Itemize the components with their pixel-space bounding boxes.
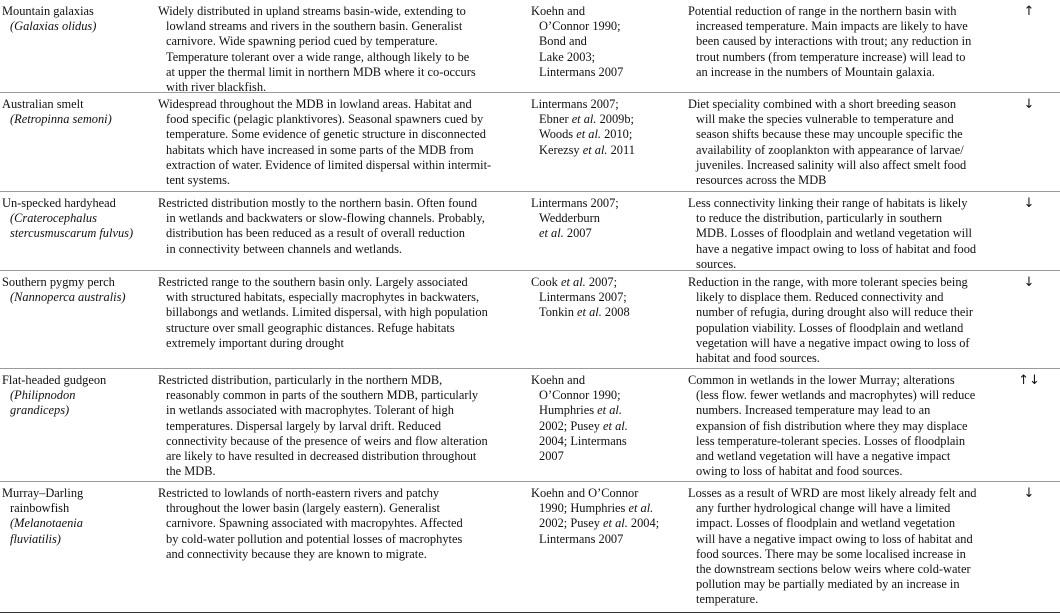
references-cell	[531, 486, 681, 547]
trend-arrow-icon: ↓	[1023, 486, 1035, 501]
common-name: Australian smelt	[2, 97, 84, 111]
distribution-line: are likely to have resulted in decreased distribution throughout	[166, 449, 477, 464]
reference-line: Humphries et al.	[539, 403, 622, 418]
reference-line: 1990; Humphries et al.	[539, 501, 654, 516]
distribution-line: reasonably common in parts of the southern MDB, particularly	[166, 388, 479, 403]
distribution-line: the MDB.	[166, 464, 216, 479]
distribution-line: extraction of water. Evidence of limited dispersal within intermit-	[166, 157, 492, 172]
common-name: rainbowfish	[10, 501, 70, 516]
reference-line: Cook et al. 2007;	[531, 275, 618, 289]
impact-line: Common in wetlands in the lower Murray; alterations	[688, 373, 955, 387]
distribution-line: lowland streams and rivers in the southern basin. Generalist	[166, 19, 463, 34]
distribution-line: Restricted to lowlands of north-eastern rivers and patchy	[158, 486, 440, 500]
reference-line: Lintermans 2007	[539, 531, 624, 546]
impact-line: Less connectivity linking their range of habitats is likely	[688, 196, 968, 210]
table-row	[0, 368, 1060, 482]
common-name: Murray–Darling	[2, 486, 84, 500]
impact-line: and wetland vegetation will have a negative impact	[696, 449, 951, 464]
reference-line: Koehn and	[531, 4, 586, 18]
impact-line: Losses as a result of WRD are most likely already felt and	[688, 486, 977, 500]
distribution-line: temperature. Some evidence of genetic structure in disconnected	[166, 127, 486, 142]
scientific-name: grandiceps)	[10, 403, 70, 418]
distribution-line: Widespread throughout the MDB in lowland areas. Habitat and	[158, 97, 472, 111]
distribution-line: Widely distributed in upland streams basin-wide, extending to	[158, 4, 466, 18]
reference-line: 2004; Lintermans	[539, 433, 627, 448]
distribution-line: billabongs and wetlands. Limited dispersal, with high population	[166, 305, 488, 320]
impact-cell	[688, 486, 998, 608]
impact-line: number of refugia, during drought also will reduce their	[696, 305, 973, 320]
impact-line: likely to displace them. Reduced connectivity and	[696, 290, 944, 305]
distribution-line: carnivore. Spawning associated with macropyhtes. Affected	[166, 516, 463, 531]
impact-line: Potential reduction of range in the northern basin with	[688, 4, 957, 18]
distribution-line: Temperature tolerant over a wide range, although likely to be	[166, 49, 470, 64]
distribution-line: Restricted distribution, particularly in the northern MDB,	[158, 373, 443, 387]
impact-line: increased temperature. Main impacts are likely to have	[696, 19, 968, 34]
distribution-line: by cold-water pollution and potential losses of macrophytes	[166, 531, 463, 546]
scientific-name: fluviatilis)	[10, 531, 61, 546]
distribution-cell	[158, 4, 530, 95]
reference-line: Lintermans 2007;	[531, 97, 619, 111]
impact-line: will have a negative impact owing to loss of habitat and	[696, 531, 973, 546]
table-row	[0, 0, 1060, 95]
table-row	[0, 481, 1060, 613]
distribution-line: connectivity because of the presence of weirs and flow alteration	[166, 433, 488, 448]
common-name: Southern pygmy perch	[2, 275, 115, 289]
reference-line: Lintermans 2007	[539, 64, 624, 79]
references-cell	[531, 275, 681, 321]
references-cell	[531, 196, 681, 242]
species-cell	[2, 196, 150, 242]
references-cell	[531, 373, 681, 464]
impact-line: pollution may be partially mediated by an increase in	[696, 577, 960, 592]
impact-line: population viability. Losses of floodplain and wetland	[696, 320, 964, 335]
reference-line: O’Connor 1990;	[539, 19, 621, 34]
impact-line: juveniles. Increased salinity will also affect smelt food	[696, 157, 967, 172]
reference-line: 2002; Pusey et al.	[539, 418, 628, 433]
distribution-line: Restricted range to the southern basin only. Largely associated	[158, 275, 468, 289]
reference-line: Woods et al. 2010;	[539, 127, 633, 142]
common-name: Flat-headed gudgeon	[2, 373, 107, 387]
trend-arrow-icon: ↓	[1023, 196, 1035, 211]
distribution-line: temperatures. Dispersal largely by larval drift. Reduced	[166, 418, 442, 433]
impact-line: Reduction in the range, with more tolerant species being	[688, 275, 968, 289]
scientific-name: (Retropinna semoni)	[10, 112, 112, 127]
distribution-cell	[158, 275, 530, 351]
impact-line: numbers. Increased temperature may lead to an	[696, 403, 931, 418]
species-cell	[2, 486, 150, 547]
distribution-line: carnivore. Wide spawning period cued by temperature.	[166, 34, 438, 49]
impact-line: (less flow. fewer wetlands and macrophytes) will reduce	[696, 388, 976, 403]
trend-arrow-icon: ↑	[1023, 4, 1035, 19]
impact-line: less temperature-tolerant species. Losses of floodplain	[696, 433, 966, 448]
impact-line: food sources. There may be some localised increase in	[696, 546, 966, 561]
impact-line: owing to loss of habitat and food sources.	[696, 464, 903, 479]
reference-line: Lake 2003;	[539, 49, 596, 64]
impact-line: any further hydrological change will have a limited	[696, 501, 951, 516]
impact-line: impact. Losses of floodplain and wetland vegetation	[696, 516, 956, 531]
reference-line: Ebner et al. 2009b;	[539, 112, 634, 127]
distribution-line: in wetlands and backwaters or slow-flowing channels. Probably,	[166, 211, 485, 226]
distribution-cell	[158, 486, 530, 562]
distribution-line: food specific (pelagic planktivores). Seasonal spawners cued by	[166, 112, 484, 127]
distribution-line: throughout the lower basin (largely eastern). Generalist	[166, 501, 440, 516]
impact-line: trout numbers (from temperature increase) will lead to	[696, 49, 966, 64]
distribution-line: in connectivity between channels and wetlands.	[166, 241, 403, 256]
impact-line: expansion of fish distribution where they may displace	[696, 418, 968, 433]
references-cell	[531, 4, 681, 80]
reference-line: Kerezsy et al. 2011	[539, 142, 635, 157]
impact-line: been caused by interactions with trout; any reduction in	[696, 34, 972, 49]
distribution-cell	[158, 97, 530, 188]
distribution-line: distribution has been reduced as a result of overall reduction	[166, 226, 465, 241]
impact-line: habitat and food sources.	[696, 351, 820, 366]
trend-arrow-icon: ↓	[1023, 275, 1035, 290]
reference-line: 2007	[539, 449, 564, 464]
impact-line: MDB. Losses of floodplain and wetland vegetation will	[696, 226, 972, 241]
scientific-name: (Philipnodon	[10, 388, 76, 403]
species-cell	[2, 275, 150, 305]
species-cell	[2, 4, 150, 34]
distribution-line: structure over small geographic distances. Refuge habitats	[166, 320, 455, 335]
trend-arrow-icon: ↑↓	[1018, 373, 1040, 388]
species-cell	[2, 373, 150, 419]
distribution-cell	[158, 196, 530, 257]
reference-line: Lintermans 2007;	[531, 196, 619, 210]
impact-line: an increase in the numbers of Mountain galaxia.	[696, 64, 935, 79]
table-row	[0, 191, 1060, 271]
reference-line: Lintermans 2007;	[539, 290, 627, 305]
scientific-name: (Craterocephalus	[10, 211, 97, 226]
impact-cell	[688, 275, 998, 366]
impact-line: will make the species vulnerable to temperature and	[696, 112, 954, 127]
impact-cell	[688, 373, 998, 479]
impact-line: temperature.	[696, 592, 759, 607]
impact-line: the downstream sections below weirs where cold-water	[696, 562, 971, 577]
impact-line: sources.	[696, 256, 737, 271]
scientific-name: (Nannoperca australis)	[10, 290, 126, 305]
scientific-name: stercusmuscarum fulvus)	[10, 226, 134, 241]
distribution-line: tent systems.	[166, 173, 231, 188]
table-row	[0, 92, 1060, 192]
distribution-line: with river blackfish.	[166, 80, 267, 95]
common-name: Mountain galaxias	[2, 4, 94, 18]
common-name: Un-specked hardyhead	[2, 196, 116, 210]
distribution-line: with structured habitats, especially macrophytes in backwaters,	[166, 290, 480, 305]
reference-line: Tonkin et al. 2008	[539, 305, 630, 320]
distribution-line: at upper the thermal limit in northern MDB where it co-occurs	[166, 64, 476, 79]
reference-line: O’Connor 1990;	[539, 388, 621, 403]
scientific-name: (Melanotaenia	[10, 516, 83, 531]
reference-line: et al. 2007	[539, 226, 592, 241]
distribution-line: extremely important during drought	[166, 335, 344, 350]
impact-line: season shifts because these may uncouple specific the	[696, 127, 963, 142]
reference-line: 2002; Pusey et al. 2004;	[539, 516, 660, 531]
distribution-line: in wetlands associated with macrophytes. Tolerant of high	[166, 403, 454, 418]
impact-cell	[688, 97, 998, 188]
scientific-name: (Galaxias olidus)	[10, 19, 97, 34]
table-bottom-rule	[0, 612, 1060, 613]
species-cell	[2, 97, 150, 127]
reference-line: Koehn and O’Connor	[531, 486, 639, 500]
impact-line: vegetation will have a negative impact owing to loss of	[696, 335, 970, 350]
impact-cell	[688, 196, 998, 272]
impact-line: Diet speciality combined with a short breeding season	[688, 97, 957, 111]
table-row	[0, 270, 1060, 369]
impact-cell	[688, 4, 998, 80]
trend-arrow-icon: ↓	[1023, 97, 1035, 112]
impact-line: have a negative impact owing to loss of habitat and food	[696, 241, 977, 256]
distribution-line: habitats which have increased in some parts of the MDB from	[166, 142, 474, 157]
distribution-line: and connectivity because they are known to migrate.	[166, 546, 427, 561]
distribution-cell	[158, 373, 530, 479]
references-cell	[531, 97, 681, 158]
reference-line: Wedderburn	[539, 211, 600, 226]
impact-line: resources across the MDB	[696, 173, 827, 188]
impact-line: to reduce the distribution, particularly in southern	[696, 211, 943, 226]
impact-line: availability of zooplankton with appearance of larvae/	[696, 142, 964, 157]
reference-line: Bond and	[539, 34, 587, 49]
reference-line: Koehn and	[531, 373, 586, 387]
distribution-line: Restricted distribution mostly to the northern basin. Often found	[158, 196, 478, 210]
